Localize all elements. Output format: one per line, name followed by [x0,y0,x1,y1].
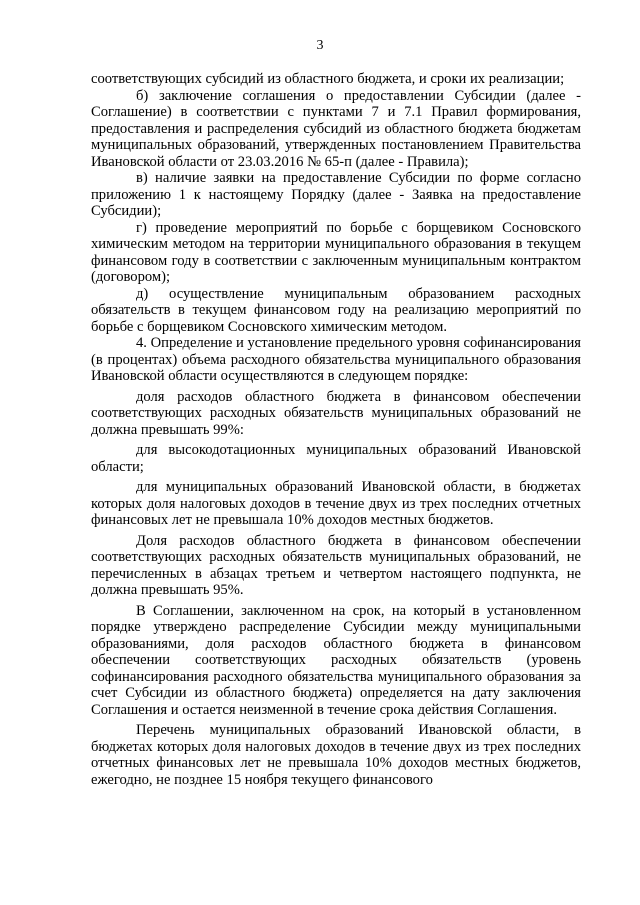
paragraph-item-b: б) заключение соглашения о предоставлении Субсидии (далее - Соглашение) в соответствии с пунктами 7 и 7.1 Правил формирования, предоставления и распределения субсидий из областного бюджета бюджетам муниципальных образований, утвержденных постановлением Правительства Ивановской области от 23.03.2016 № 65-п (далее - Правила); [91,87,581,170]
paragraph-share-99: доля расходов областного бюджета в финансовом обеспечении соответствующих расходных обязательств муниципальных образований не должна превышать 99%: [91,388,581,438]
paragraph-item-d: д) осуществление муниципальным образованием расходных обязательств в текущем финансовом году на реализацию мероприятий по борьбе с борщевиком Сосновского химическим методом. [91,285,581,335]
paragraph-tax-income: для муниципальных образований Ивановской области, в бюджетах которых доля налоговых доходов в течение двух из трех последних отчетных финансовых лет не превышала 10% доходов местных бюджетов. [91,479,581,528]
page-number: 3 [316,38,324,53]
paragraph-section-4: 4. Определение и установление предельного уровня софинансирования (в процентах) объема расходного обязательства муниципального образования Ивановской области осуществляются в следующем порядке: [91,335,581,384]
paragraph-continuation: соответствующих субсидий из областного бюджета, и сроки их реализации; [91,71,565,87]
paragraph-item-g: г) проведение мероприятий по борьбе с борщевиком Сосновского химическим методом на территории муниципального образования в текущем финансовом году в соответствии с заключенным муниципальным контрактом (договором); [91,219,581,285]
paragraph-list: Перечень муниципальных образований Ивановской области, в бюджетах которых доля налоговых доходов в течение двух из трех последних отчетных финансовых лет не превышала 10% доходов местных бюджетов, ежегодно, не позднее 15 ноября текущего финансового [91,722,581,788]
paragraph-agreement: В Соглашении, заключенном на срок, на который в установленном порядке утверждено распределение Субсидии между муниципальными образованиями, доля расходов областного бюджета в финансовом обеспечении соответствующих расходных обязательств (уровень софинансирования расходного обязательства муниципального образования за счет Субсидии из областного бюджета) определяется на дату заключения Соглашения и остается неизменной в течение срока действия Соглашения. [91,602,581,718]
document-body [91,71,581,788]
paragraph-item-v: в) наличие заявки на предоставление Субсидии по форме согласно приложению 1 к настоящему Порядку (далее - Заявка на предоставление Субсидии); [91,170,581,219]
paragraph-high-subsidy: для высокодотационных муниципальных образований Ивановской области; [91,442,581,475]
paragraph-share-95: Доля расходов областного бюджета в финансовом обеспечении соответствующих расходных обязательств муниципальных образований, не перечисленных в абзацах третьем и четвертом настоящего подпункта, не должна превышать 95%. [91,532,581,598]
